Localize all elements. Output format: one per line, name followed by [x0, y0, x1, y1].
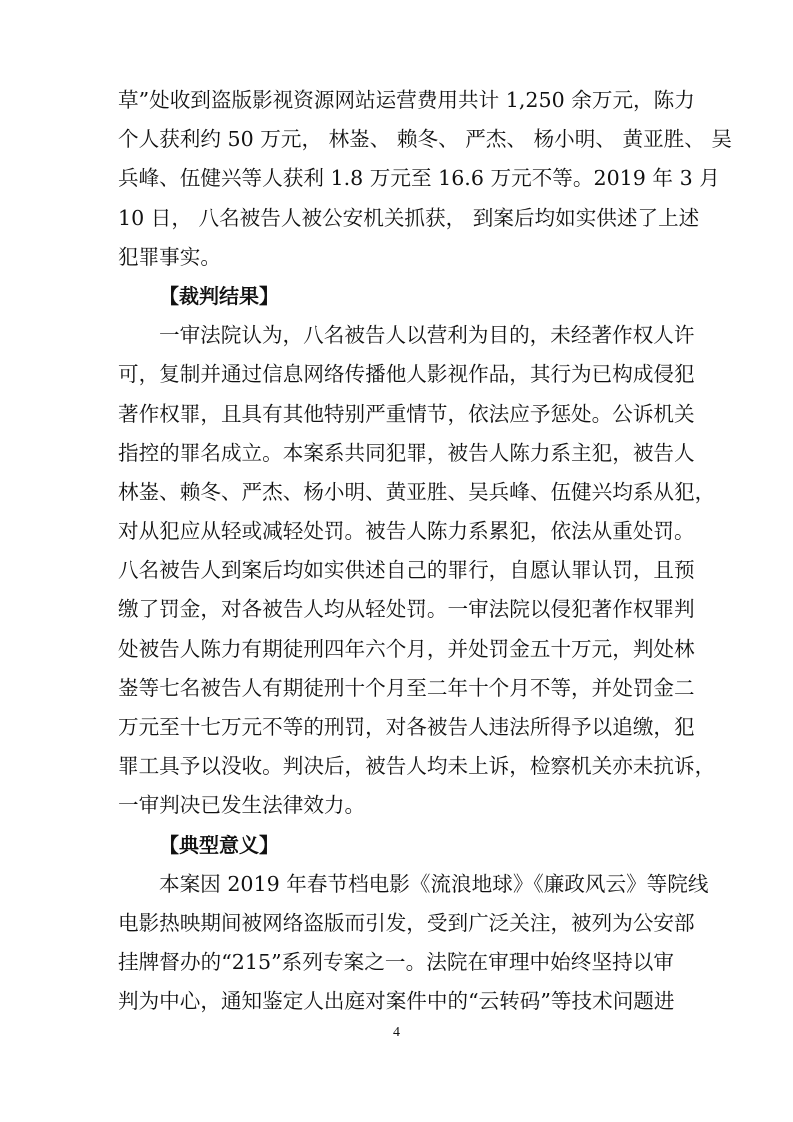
text-line: 判为中心，通知鉴定人出庭对案件中的“云转码”等技术问题进: [118, 989, 675, 1014]
section-heading-judgment: 【裁判结果】: [159, 283, 279, 308]
text-line: 林崟、赖冬、严杰、杨小明、黄亚胜、吴兵峰、伍健兴均系从犯，: [118, 479, 716, 504]
text-line: 电影热映期间被网络盗版而引发，受到广泛关注，被列为公安部: [118, 910, 695, 935]
text-line: 八名被告人到案后均如实供述自己的罪行，自愿认罪认罚，且预: [118, 558, 695, 583]
text-line: 对从犯应从轻或减轻处罚。被告人陈力系累犯，依法从重处罚。: [118, 519, 695, 544]
text-line: 本案因 2019 年春节档电影《流浪地球》《廉政风云》等院线: [159, 871, 709, 896]
page-number: 4: [393, 1025, 400, 1040]
text-line: 犯罪事实。: [118, 244, 221, 269]
text-line: 指控的罪名成立。本案系共同犯罪，被告人陈力系主犯，被告人: [118, 440, 695, 465]
body-text: [118, 81, 733, 1022]
text-line: 崟等七名被告人有期徒刑十个月至二年十个月不等，并处罚金二: [118, 675, 695, 700]
text-line: 罪工具予以没收。判决后，被告人均未上诉，检察机关亦未抗诉，: [118, 754, 716, 779]
text-line: 一审法院认为，八名被告人以营利为目的，未经著作权人许: [159, 323, 695, 348]
text-line: 10 日， 八名被告人被公安机关抓获， 到案后均如实供述了上述: [118, 205, 700, 230]
paragraph-case-facts: [118, 81, 733, 277]
text-line: 处被告人陈力有期徒刑四年六个月，并处罚金五十万元，判处林: [118, 636, 695, 661]
text-line: 一审判决已发生法律效力。: [118, 793, 366, 818]
section-heading-significance: 【典型意义】: [159, 832, 279, 857]
text-line: 万元至十七万元不等的刑罚，对各被告人违法所得予以追缴，犯: [118, 715, 695, 739]
text-line: 个人获利约 50 万元， 林崟、 赖冬、 严杰、 杨小明、 黄亚胜、 吴: [118, 127, 733, 152]
text-line: 草”处收到盗版影视资源网站运营费用共计 1,250 余万元，陈力: [118, 88, 695, 112]
text-line: 可，复制并通过信息网络传播他人影视作品，其行为已构成侵犯: [118, 362, 695, 387]
text-line: 著作权罪，且具有其他特别严重情节，依法应予惩处。公诉机关: [118, 401, 695, 426]
paragraph-significance: [118, 865, 709, 1022]
text-line: 兵峰、伍健兴等人获利 1.8 万元至 16.6 万元不等。2019 年 3 月: [118, 166, 720, 191]
text-line: 挂牌督办的“215”系列专案之一。法院在审理中始终坚持以审: [118, 950, 674, 975]
text-line: 缴了罚金，对各被告人均从轻处罚。一审法院以侵犯著作权罪判: [118, 597, 695, 622]
paragraph-judgment: [118, 316, 716, 825]
